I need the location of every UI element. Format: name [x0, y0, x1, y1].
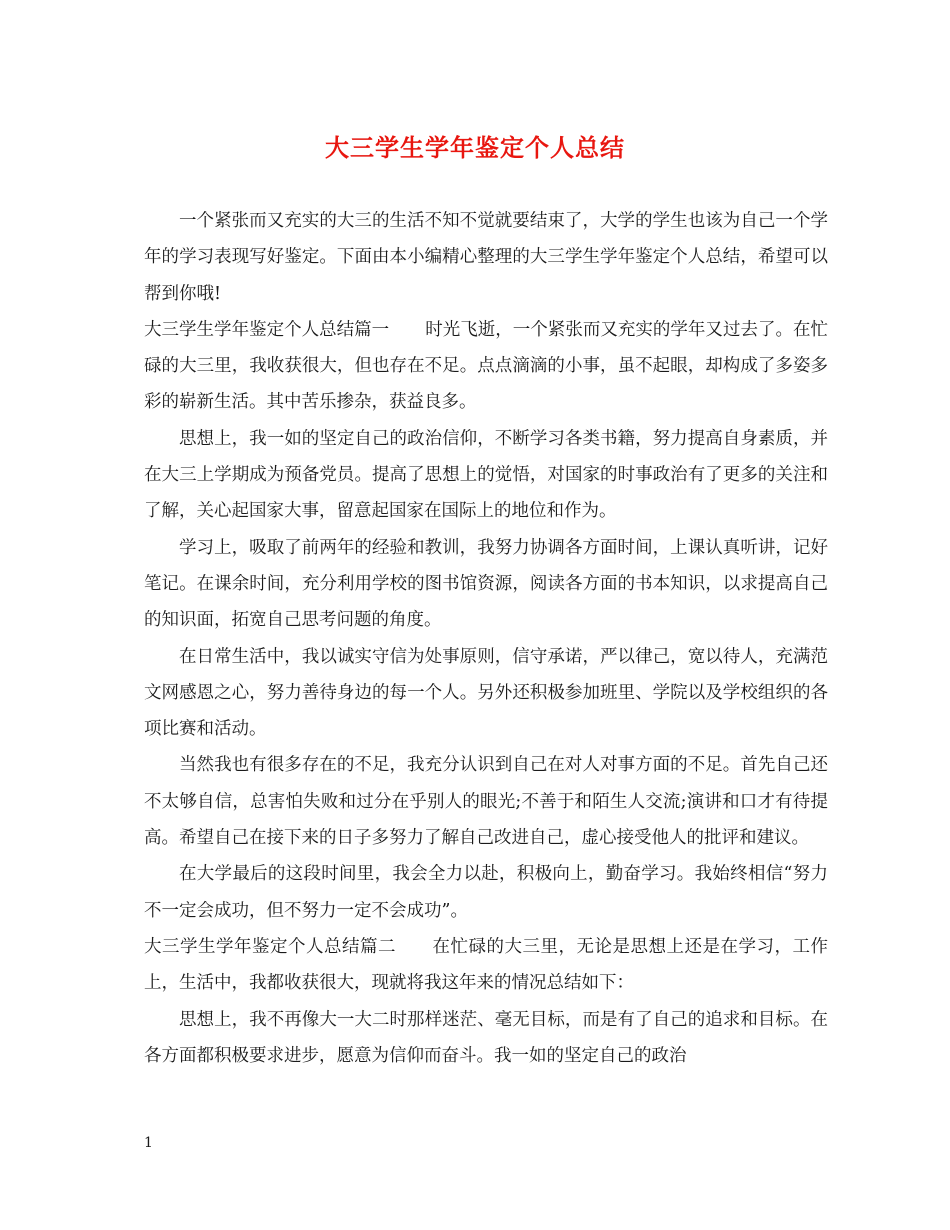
- daily-life-paragraph: 在日常生活中，我以诚实守信为处事原则，信守承诺，严以律己，宽以待人，充满范文网感恩之心，努力善待身边的每一个人。另外还积极参加班里、学院以及学校组织的各项比赛和活动。: [144, 646, 828, 740]
- section-one-heading: 大三学生学年鉴定个人总结篇一: [144, 319, 390, 340]
- section-one-paragraph: [144, 312, 828, 421]
- section-two-heading: 大三学生学年鉴定个人总结篇二: [144, 936, 396, 957]
- document-body: [144, 203, 828, 1074]
- thought-two-paragraph: 思想上，我不再像大一大二时那样迷茫、毫无目标，而是有了自己的追求和目标。在各方面都积极要求进步，愿意为信仰而奋斗。我一如的坚定自己的政治: [144, 1009, 828, 1066]
- section-two-text: 在忙碌的大三里，无论是思想上还是在学习，工作上，生活中，我都收获很大，现就将我这年来的情况总结如下：: [144, 936, 828, 994]
- section-one-text: 时光飞逝，一个紧张而又充实的学年又过去了。在忙碌的大三里，我收获很大，但也存在不足。点点滴滴的小事，虽不起眼，却构成了多姿多彩的崭新生活。其中苦乐掺杂，获益良多。: [144, 319, 829, 413]
- intro-paragraph: 一个紧张而又充实的大三的生活不知不觉就要结束了，大学的学生也该为自己一个学年的学习表现写好鉴定。下面由本小编精心整理的大三学生学年鉴定个人总结，希望可以帮到你哦!: [144, 211, 828, 304]
- final-time-paragraph: 在大学最后的这段时间里，我会全力以赴，积极向上，勤奋学习。我始终相信“努力不一定会成功，但不努力一定不会成功”。: [144, 864, 828, 921]
- document-title: 大三学生学年鉴定个人总结: [325, 133, 625, 162]
- page-number: 1: [144, 1135, 153, 1151]
- section-two-paragraph: [144, 929, 828, 1002]
- shortcomings-paragraph: 当然我也有很多存在的不足，我充分认识到自己在对人对事方面的不足。首先自己还不太够自信，总害怕失败和过分在乎别人的眼光;不善于和陌生人交流;演讲和口才有待提高。希望自己在接下来的日子多努力了解自己改进自己，虚心接受他人的批评和建议。: [144, 755, 828, 849]
- study-paragraph: 学习上，吸取了前两年的经验和教训，我努力协调各方面时间，上课认真听讲，记好笔记。在课余时间，充分利用学校的图书馆资源，阅读各方面的书本知识，以求提高自己的知识面，拓宽自己思考问题的角度。: [144, 537, 828, 631]
- thought-paragraph: 思想上，我一如的坚定自己的政治信仰，不断学习各类书籍，努力提高自身素质，并在大三上学期成为预备党员。提高了思想上的觉悟，对国家的时事政治有了更多的关注和了解，关心起国家大事，留意起国家在国际上的地位和作为。: [144, 428, 828, 522]
